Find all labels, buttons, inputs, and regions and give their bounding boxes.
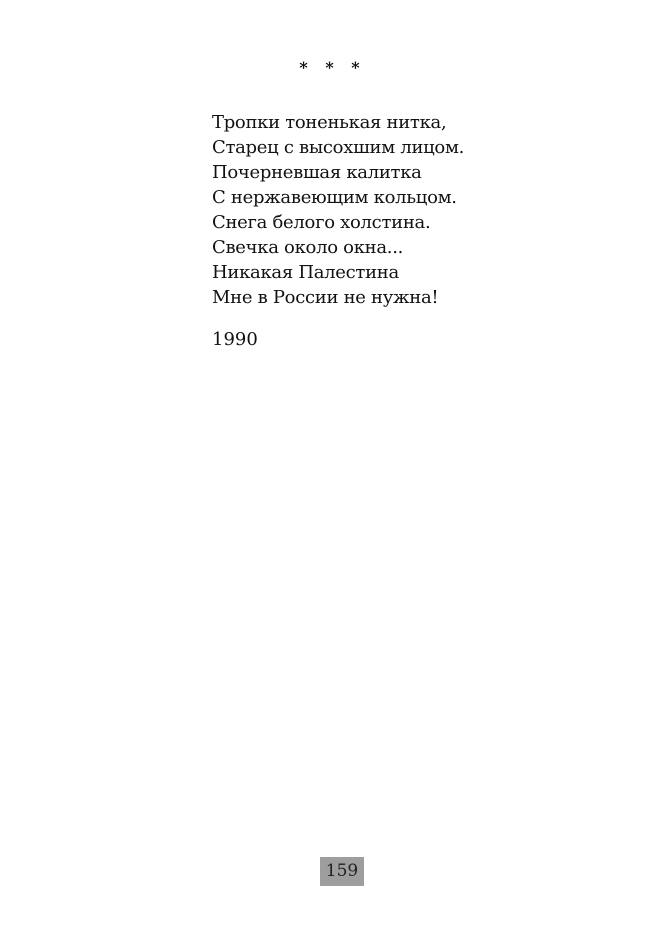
- poem-line: Свечка около окна...: [212, 237, 404, 258]
- poem-line: Тропки тоненькая нитка,: [212, 112, 447, 133]
- poem-line: Почерневшая калитка: [212, 162, 422, 183]
- page-number: 159: [320, 857, 364, 886]
- poem-year: 1990: [212, 329, 258, 350]
- poem-line: С нержавеющим кольцом.: [212, 187, 457, 208]
- poem-stanza: [212, 110, 464, 310]
- section-separator: * * *: [299, 58, 366, 77]
- poem-line: Старец с высохшим лицом.: [212, 137, 465, 158]
- poem-line: Никакая Палестина: [212, 262, 399, 283]
- poem-line: Мне в России не нужна!: [212, 287, 439, 308]
- poem-line: Снега белого холстина.: [212, 212, 431, 233]
